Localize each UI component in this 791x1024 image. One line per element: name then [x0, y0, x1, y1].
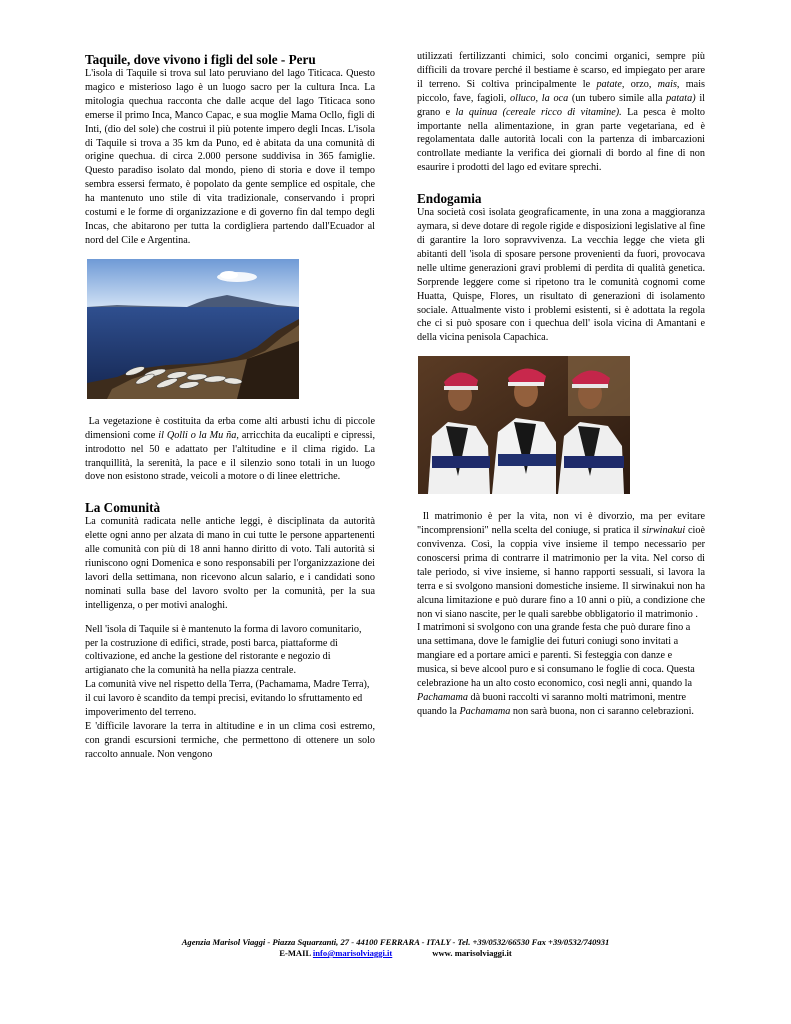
- wedding-paragraph: I matrimoni si svolgono con una grande festa che può durare fino a una settimana, dove le famiglie dei futuri coniugi sono invitati a mangiare ed a portare amici e parenti. Si festeggia con danze e musica, si beve alcool puro e si consumano le foglie di coca. Questa celebrazione ha un alto costo economico, così negli anni, quando la Pachamama dà buoni raccolti vi saranno molti matrimoni, mentre quando la Pachamama non sarà buona, non ci saranno celebrazioni.: [417, 622, 695, 717]
- marriage-paragraph: Il matrimonio è per la vita, non vi è divorzio, ma per evitare "incomprensioni" nella scelta del coniuge, si pratica il sirwinakui cioè convivenza. Così, la coppia vive insieme il tempo necessario per conoscersi prima di contrarre il matrimonio per la vita. Nel corso di tale periodo, si vive insieme, si hanno rapporti sessuali, si lavora la terra e si svolgono mansioni domestiche insieme. Il sirwinakui non ha alcuna limitazione e può durare fino a 10 anni o più, a condizione che non vi siano nascite, per le quali sarebbe obbligatorio il matrimonio .: [417, 511, 706, 620]
- endogamy-heading: Endogamia: [417, 191, 482, 207]
- right-column: [417, 50, 705, 719]
- contact-line: [0, 948, 791, 959]
- community-paragraph-1: La comunità radicata nelle antiche leggi, è disciplinata da autorità elette ogni anno per alzata di mano in cui tutte le persone appartenenti alle comunità con più di 18 anni hanno diritto di voto. Tali autorità si riuniscono ogni Domenica e sono responsabili per l'organizzazione dei lavori della settimana, non ricevono alcun salario, e i candidati sono nominati sulla base del lavoro svolto per la comunità, per la sua intelligenza, o per motivi analoghi.: [85, 516, 375, 611]
- article-title: Taquile, dove vivono i figli del sole - Peru: [85, 52, 316, 67]
- agency-address: Agenzia Marisol Viaggi - Piazza Squarzanti, 27 - 44100 FERRARA - ITALY - Tel. +39/0532/66530 Fax +39/0532/740931: [181, 937, 610, 947]
- community-paragraph-4: E 'difficile lavorare la terra in altitudine e in un clima così estremo, con grandi escursioni termiche, che permettono di ottenere un solo raccolto annuale. Non vengono: [85, 721, 375, 760]
- community-paragraph-3: La comunità vive nel rispetto della Terra, (Pachamama, Madre Terra), il cui lavoro è scandito da tempi precisi, evitando lo sfruttamento ed impoverimento del terreno.: [85, 679, 370, 719]
- agriculture-paragraph: utilizzati fertilizzanti chimici, solo concimi organici, sempre più difficili da trovare perché il bestiame è scarso, ed impiegato per arare il terreno. Si coltiva principalmente le patate, orzo, mais, mais piccolo, fave, fagioli, olluco, la oca (un tubero simile alla patata) il grano e la quinua (cereale ricco di vitamine). La pesca è molto importante nella alimentazione, in gran parte vegetariana, ed è regolamentata dalle autorità locali con la partenza di imbarcazioni controllate mediante la verifica dei giornali di bordo al fine di non esaurire i prodotti del lago ed evitare sprechi.: [417, 51, 706, 174]
- page-footer: [0, 937, 791, 959]
- left-column: [85, 52, 375, 762]
- email-label: E-MAIL: [279, 948, 313, 958]
- taquile-men-photo: [418, 356, 630, 494]
- community-paragraph-2: Nell 'isola di Taquile si è mantenuto la forma di lavoro comunitario, per la costruzione di edifici, strade, posti barca, piattaforme di coltivazione, ed anche la gestione del ristorante e negozio di artigianato che la comunità ha nella piazza centrale.: [85, 623, 362, 677]
- email-link[interactable]: info@marisolviaggi.it: [312, 948, 393, 958]
- community-heading: La Comunità: [85, 500, 161, 516]
- vegetation-paragraph: La vegetazione è costituita da erba come alti arbusti ichu di piccole dimensioni come il Qolli o la Mu ña, arricchita da eucalipti e cipressi, introdotto nel 50 e adattato per l'altitudine e il clima rigido. La tranquillità, la serenità, la pace e il silenzio sono totali in un luogo dove non esistono strade, veicoli a motore o di linee elettriche.: [85, 415, 376, 483]
- intro-paragraph: L'isola di Taquile si trova sul lato peruviano del lago Titicaca. Questo magico e misterioso lago è un luogo sacro per la cultura Inca. La mitologia quechua racconta che dalle acque del lago Titicaca sono emerse il primo Inca, Manco Capac, e sua moglie Mama Ocllo, figli di Inti, (dio del sole) che costruì il più potente impero degli Incas. L'isola di Taquile si trova a 35 km da Puno, ed è abitata da una comunità di origine quechua. di circa 2.000 persone suddivisa in 365 famiglie. Questo paradiso isolato dal mondo, pieno di storia e dove il tempo sembra essersi fermato, è popolato da gente semplice ed ospitale, che ha mantenuto uno stile di vita tradizionale, conservando i propri costumi e le forme di organizzazione e di governo fin dal tempo degli Incas, che abitarono per tutta la cordigliera partendo dall'Ecuador al nord del Cile e Argentina.: [85, 68, 375, 246]
- website-text: www. marisolviaggi.it: [432, 948, 512, 958]
- endogamy-paragraph: Una società così isolata geograficamente, in una zona a maggioranza aymara, si deve dotare di regole rigide e disposizioni legislative al fine di garantire la loro sopravvivenza. La vecchia legge che vieta gli abitanti dell 'isola di sposare persone provenienti da fuori, provocava nelle ultime generazioni gravi problemi di perdita di qualità genetica. Sorprende leggere come si ripetono tra le comunità cognomi come Huatta, Quispe, Flores, un risultato di generazioni di isolamento sociale. Attualmente visto i problemi esistenti, si è adottata la regola che ci si può sposare con i quechua dell' isola vicina di Amantani e della vicina penisola Capachica.: [417, 207, 705, 344]
- lake-titicaca-photo: [87, 259, 299, 399]
